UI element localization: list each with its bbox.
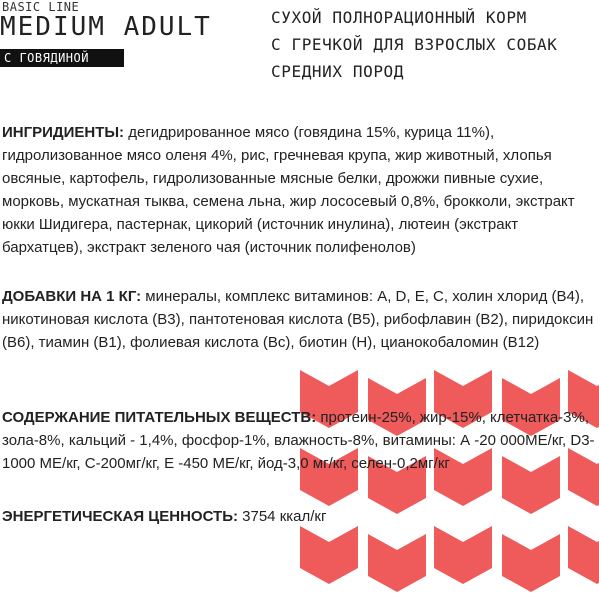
additives-text: минералы, комплекс витаминов: A, D, E, C, холин хлорид (B4), никотиновая кислота (B3), пантотеновая кислота (B5), рибофлавин (B2), пиридоксин (B6), тиамин (B1), фолиевая кислота (Bc), биотин (H), цианокобаломин (B12): [2, 288, 594, 351]
energy-text: 3754 ккал/кг: [237, 508, 327, 525]
flavor-badge: С ГОВЯДИНОЙ: [0, 49, 124, 67]
additives-heading: ДОБАВКИ НА 1 КГ:: [2, 288, 142, 305]
description-line: С ГРЕЧКОЙ ДЛЯ ВЗРОСЛЫХ СОБАК: [271, 35, 558, 54]
description-line: СУХОЙ ПОЛНОРАЦИОННЫЙ КОРМ: [271, 8, 527, 27]
nutrition-heading: СОДЕРЖАНИЕ ПИТАТЕЛЬНЫХ ВЕЩЕСТВ:: [2, 409, 317, 426]
ingredients-text: дегидрированное мясо (говядина 15%, курица 11%), гидролизованное мясо оленя 4%, рис, гречневая крупа, жир животный, хлопья овсяные, картофель, гидролизованные мясные белки, дрожжи пивные сухие, морковь, мускатная тыква, семена льна, жир лососевый 0,8%, брокколи, экстракт юкки Шидигера, пастернак, цикорий (источник инулина), лютеин (экстракт бархатцев), экстракт зеленого чая (источник полифенолов): [2, 124, 575, 256]
product-description: [271, 4, 596, 85]
brand-line: BASIC LINE: [2, 0, 80, 14]
nutrition-section: [2, 406, 596, 475]
nutrition-text: протеин-25%, жир-15%, клетчатка-3%, зола-8%, кальций - 1,4%, фосфор-1%, влажность-8%, витамины: А -20 000МЕ/кг, D3-1000 МЕ/кг, С-200мг/кг, Е -450 МЕ/кг, йод-3,0 мг/кг, селен-0,2мг/кг: [2, 409, 595, 472]
energy-section: [2, 505, 596, 528]
energy-heading: ЭНЕРГЕТИЧЕСКАЯ ЦЕННОСТЬ:: [2, 508, 238, 525]
description-line: СРЕДНИХ ПОРОД: [271, 62, 405, 81]
ingredients-section: [2, 121, 596, 259]
product-name: MEDIUM ADULT: [0, 12, 212, 42]
ingredients-heading: ИНГРИДИЕНТЫ:: [2, 124, 125, 141]
additives-section: [2, 285, 596, 354]
